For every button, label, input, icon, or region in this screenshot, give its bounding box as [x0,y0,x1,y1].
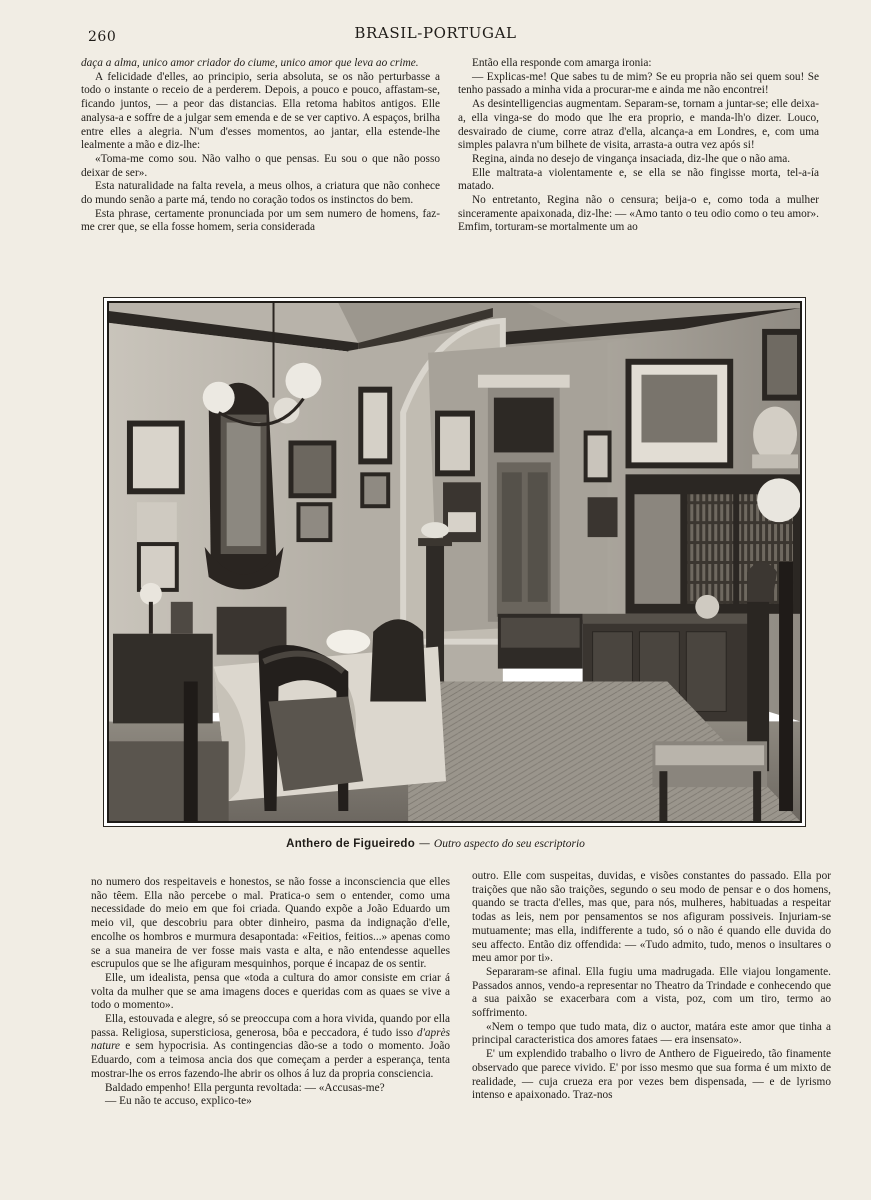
paragraph: daça a alma, unico amor criador do ciume, unico amor que leva ao crime. [81,57,419,69]
paragraph: outro. Elle com suspeitas, duvidas, e visões constantes do passado. Ella por traições que não são traições, segundo o seu modo de pensar e o dos homens, quando se tracta d'elles, mas que, para nós, mulheres, habituadas a respeitar todas as leis, nem por pensamentos se nos afiguram possiveis. Injuriam-se mutuamente; mas ella, indifferente a tudo, só o não é quando elle duvida do seu affecto. Então diz offendida: — «Tudo admito, tudo, menos o insultares o meu amor por ti». [472,870,831,965]
text-column-top-left [81,57,440,235]
running-head-title: BRASIL-PORTUGAL [354,24,517,42]
photograph-frame [103,297,806,827]
paragraph: Baldado empenho! Ella pergunta revoltada: — «Accusas-me? [105,1081,385,1094]
paragraph: Esta naturalidade na falta revela, a meus olhos, a criatura que não conhece do mundo senão a parte má, tendo no coração todos os instinctos do bem. [81,180,440,207]
paragraph: — Explicas-me! Que sabes tu de mim? Se eu propria não sei quem sou! Se tenho passado a minha vida a procurar-me e ainda me não encontrei! [458,70,819,97]
text-column-bottom-left [91,876,450,1109]
study-room-photograph [107,301,802,823]
paragraph: Ella, estouvada e alegre, só se preoccupa com a hora vivida, quando por ella passa. Religiosa, supersticiosa, generosa, bôa e peccadora, é tudo isso d'après nature e sem hypocrisia. As contingencias dão-se a todo o momento. João Eduardo, com a teimosa ancia dos que começam a perder a esperança, tenta mostrar-lhe os erros fazendo-lhe abrir os olhos á luz da propria consciencia. [91,1013,450,1080]
text-column-bottom-right [472,870,831,1103]
paragraph: Elle maltrata-a violentamente e, se ella se não fingisse morta, tel-a-ía matado. [458,166,819,193]
paragraph: — Eu não te accuso, explico-te» [105,1095,252,1108]
paragraph: Elle, um idealista, pensa que «toda a cultura do amor consiste em criar á volta da mulher que se ama imagens doces e queridas com as quaes se vive a todo o momento». [91,971,450,1012]
paragraph: «Toma-me como sou. Não valho o que pensas. Eu sou o que não posso deixar de ser». [81,152,440,179]
paragraph: Regina, ainda no desejo de vingança insaciada, diz-lhe que o não ama. [472,152,791,165]
text-column-top-right [458,57,819,235]
page-number: 260 [88,29,117,45]
paragraph: Separaram-se afinal. Ella fugiu uma madrugada. Elle viajou longamente. Passados annos, vendo-a representar no Theatro da Trindade e conhecendo que a sua paixão se exacerbara com a vista, poz, com um tiro, termo ao soffrimento. [472,965,831,1020]
paragraph: A felicidade d'elles, ao principio, seria absoluta, se os não perturbasse a todo o instante o receio de a perderem. Depois, a pouco e pouco, affastam-se, ficando juntos, — a peor das distancias. Ella retoma habitos antigos. Elle analysa-a e soffre de a julgar sem emenda e de se ver captivo. A espaços, brilha entre elles a alegria. N'um d'esses momentos, ao jantar, ella estende-lhe lealmente a mão e diz-lhe: [81,70,440,152]
photo-caption [0,836,871,850]
paragraph: Então ella responde com amarga ironia: [472,57,652,69]
paragraph: No entretanto, Regina não o censura; beija-o e, como toda a mulher sinceramente apaixonada, diz-lhe: — «Amo tanto o teu odio como o teu amor». Emfim, torturam-se mortalmente um ao [458,194,819,234]
paragraph: no numero dos respeitaveis e honestos, se não fosse a inconsciencia que elles não têem. Ella não percebe o mal. Pratica-o sem o entender, como uma necessidade do meio em que foi criada. Quando expõe a João Eduardo um meio vil, que descobriu para obter dinheiro, pasma da indignação d'elle, encolhe os hombros e murmura desapontada: «Feitios, feitios...» apenas como se a sua maneira de ver fosse mais vasta e alta, e não entendesse aquelles escrupulos que se lhe afiguram mesquinhos, porque é incapaz de os sentir. [91,876,450,971]
paragraph: As desintelligencias augmentam. Separam-se, tornam a juntar-se; elle deixa-a, ella vinga-se do modo que lhe era proprio, e manda-lh'o dizer. Louco, desvairado de ciume, corre atraz d'ella, alcança-a em Londres, e, com uma simples palavra n'um bilhete de visita, arrasta-a outra vez após si! [458,98,819,152]
caption-name: Anthero de Figueiredo [286,838,416,850]
paragraph: Esta phrase, certamente pronunciada por um sem numero de homens, faz-me crer que, se ella fosse homem, seria considerada [81,207,440,234]
caption-separator: — [415,836,434,850]
caption-subtitle: Outro aspecto do seu escriptorio [433,838,585,850]
paragraph: «Nem o tempo que tudo mata, diz o auctor, matára este amor que tinha a principal caracteristica dos amores fataes — era insensato». [472,1020,831,1047]
paragraph: E' um explendido trabalho o livro de Anthero de Figueiredo, tão finamente observado que parece vivido. E' por isso mesmo que sua forma é um mixto de realidade, — cuja crueza era por vezes bem dispensada, — e de lyrismo intenso e apaixonado. Traz-nos [472,1048,831,1102]
